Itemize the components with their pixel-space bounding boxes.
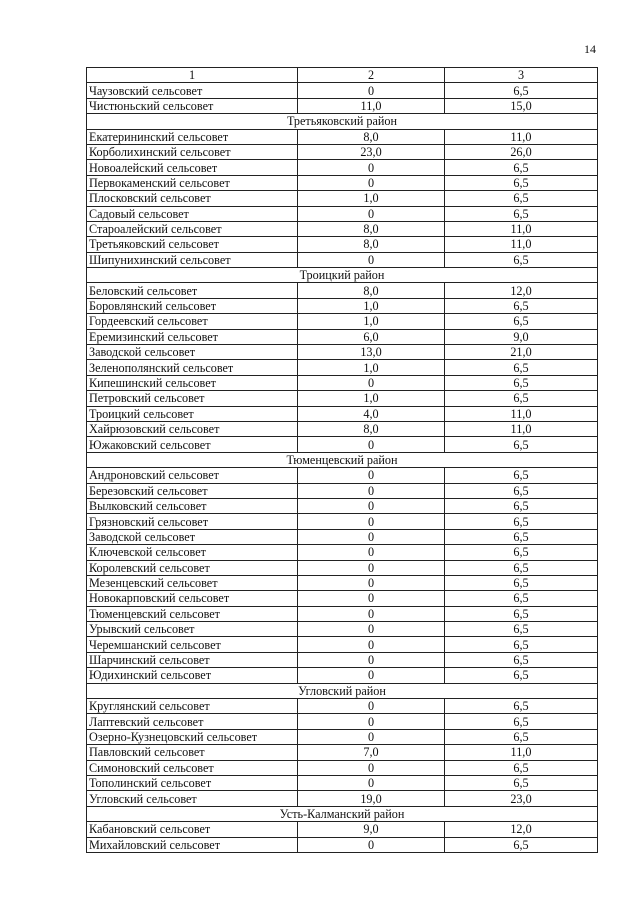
- table-row: [87, 144, 598, 159]
- table-row: [87, 421, 598, 436]
- settlement-name-cell: Юдихинский сельсовет: [87, 668, 298, 683]
- value-col2-cell: 0: [298, 606, 445, 621]
- settlement-name-cell: Хайрюзовский сельсовет: [87, 421, 298, 436]
- district-title: Троицкий район: [87, 268, 598, 283]
- settlement-name-cell: Чаузовский сельсовет: [87, 83, 298, 98]
- value-col2-cell: 1,0: [298, 298, 445, 313]
- table-row: [87, 622, 598, 637]
- settlement-name-cell: Чистюньский сельсовет: [87, 98, 298, 113]
- value-col2-cell: 0: [298, 83, 445, 98]
- settlement-name-cell: Королевский сельсовет: [87, 560, 298, 575]
- table-row: [87, 837, 598, 852]
- settlement-name-cell: Шипунихинский сельсовет: [87, 252, 298, 267]
- table-row: [87, 329, 598, 344]
- settlement-name-cell: Корболихинский сельсовет: [87, 144, 298, 159]
- settlement-name-cell: Павловский сельсовет: [87, 745, 298, 760]
- value-col3-cell: 26,0: [445, 144, 598, 159]
- value-col2-cell: 0: [298, 252, 445, 267]
- table-row: [87, 468, 598, 483]
- value-col2-cell: 6,0: [298, 329, 445, 344]
- settlement-name-cell: Лаптевский сельсовет: [87, 714, 298, 729]
- table-row: [87, 699, 598, 714]
- table-row: [87, 375, 598, 390]
- value-col3-cell: 6,5: [445, 668, 598, 683]
- value-col3-cell: 6,5: [445, 391, 598, 406]
- value-col2-cell: 8,0: [298, 221, 445, 236]
- value-col3-cell: 6,5: [445, 360, 598, 375]
- value-col2-cell: 1,0: [298, 314, 445, 329]
- value-col2-cell: 0: [298, 775, 445, 790]
- value-col3-cell: 6,5: [445, 83, 598, 98]
- value-col2-cell: 8,0: [298, 237, 445, 252]
- settlement-name-cell: Беловский сельсовет: [87, 283, 298, 298]
- value-col3-cell: 6,5: [445, 837, 598, 852]
- value-col3-cell: 6,5: [445, 160, 598, 175]
- table-row: [87, 406, 598, 421]
- value-col3-cell: 23,0: [445, 791, 598, 806]
- value-col3-cell: 11,0: [445, 221, 598, 236]
- value-col3-cell: 6,5: [445, 575, 598, 590]
- section-header-row: [87, 452, 598, 467]
- table-row: [87, 822, 598, 837]
- table-row: [87, 560, 598, 575]
- settlement-name-cell: Екатерининский сельсовет: [87, 129, 298, 144]
- table-row: [87, 745, 598, 760]
- value-col2-cell: 1,0: [298, 191, 445, 206]
- value-col2-cell: 0: [298, 206, 445, 221]
- value-col3-cell: 6,5: [445, 191, 598, 206]
- value-col3-cell: 6,5: [445, 729, 598, 744]
- value-col3-cell: 15,0: [445, 98, 598, 113]
- value-col2-cell: 0: [298, 760, 445, 775]
- settlement-name-cell: Новокарповский сельсовет: [87, 591, 298, 606]
- value-col3-cell: 6,5: [445, 714, 598, 729]
- value-col3-cell: 11,0: [445, 237, 598, 252]
- value-col3-cell: 6,5: [445, 652, 598, 667]
- section-header-row: [87, 268, 598, 283]
- table-row: [87, 760, 598, 775]
- value-col3-cell: 11,0: [445, 129, 598, 144]
- value-col3-cell: 6,5: [445, 498, 598, 513]
- value-col2-cell: 0: [298, 498, 445, 513]
- settlement-name-cell: Зеленополянский сельсовет: [87, 360, 298, 375]
- value-col2-cell: 0: [298, 668, 445, 683]
- table-row: [87, 191, 598, 206]
- section-header-row: [87, 806, 598, 821]
- value-col3-cell: 6,5: [445, 760, 598, 775]
- settlement-name-cell: Плосковский сельсовет: [87, 191, 298, 206]
- value-col2-cell: 8,0: [298, 421, 445, 436]
- table-row: [87, 360, 598, 375]
- value-col3-cell: 6,5: [445, 468, 598, 483]
- settlement-name-cell: Ключевской сельсовет: [87, 545, 298, 560]
- settlement-name-cell: Заводской сельсовет: [87, 345, 298, 360]
- value-col2-cell: 13,0: [298, 345, 445, 360]
- value-col3-cell: 6,5: [445, 175, 598, 190]
- table-row: [87, 575, 598, 590]
- value-col2-cell: 19,0: [298, 791, 445, 806]
- settlement-name-cell: Еремизинский сельсовет: [87, 329, 298, 344]
- value-col2-cell: 0: [298, 729, 445, 744]
- value-col3-cell: 9,0: [445, 329, 598, 344]
- value-col2-cell: 0: [298, 437, 445, 452]
- page-number: 14: [584, 42, 596, 56]
- value-col2-cell: 9,0: [298, 822, 445, 837]
- table-row: [87, 206, 598, 221]
- table-header-row: [87, 68, 598, 83]
- settlement-name-cell: Тюменцевский сельсовет: [87, 606, 298, 621]
- table-row: [87, 314, 598, 329]
- table-row: [87, 483, 598, 498]
- settlement-name-cell: Михайловский сельсовет: [87, 837, 298, 852]
- settlement-name-cell: Кипешинский сельсовет: [87, 375, 298, 390]
- value-col2-cell: 0: [298, 160, 445, 175]
- table-row: [87, 175, 598, 190]
- column-header-1: 1: [87, 68, 298, 83]
- settlement-name-cell: Петровский сельсовет: [87, 391, 298, 406]
- settlement-name-cell: Грязновский сельсовет: [87, 514, 298, 529]
- value-col3-cell: 6,5: [445, 514, 598, 529]
- settlement-name-cell: Круглянский сельсовет: [87, 699, 298, 714]
- settlement-name-cell: Первокаменский сельсовет: [87, 175, 298, 190]
- table-row: [87, 160, 598, 175]
- value-col2-cell: 23,0: [298, 144, 445, 159]
- settlement-name-cell: Шарчинский сельсовет: [87, 652, 298, 667]
- value-col3-cell: 6,5: [445, 252, 598, 267]
- district-title: Тюменцевский район: [87, 452, 598, 467]
- table-row: [87, 529, 598, 544]
- settlement-name-cell: Третьяковский сельсовет: [87, 237, 298, 252]
- value-col3-cell: 11,0: [445, 745, 598, 760]
- value-col2-cell: 0: [298, 175, 445, 190]
- settlement-name-cell: Урывский сельсовет: [87, 622, 298, 637]
- value-col2-cell: 0: [298, 837, 445, 852]
- value-col3-cell: 6,5: [445, 637, 598, 652]
- table-row: [87, 298, 598, 313]
- value-col3-cell: 11,0: [445, 406, 598, 421]
- table-row: [87, 98, 598, 113]
- table-row: [87, 606, 598, 621]
- table-row: [87, 714, 598, 729]
- district-title: Третьяковский район: [87, 114, 598, 129]
- table-row: [87, 437, 598, 452]
- value-col2-cell: 0: [298, 637, 445, 652]
- settlement-name-cell: Вылковский сельсовет: [87, 498, 298, 513]
- section-header-row: [87, 114, 598, 129]
- value-col2-cell: 0: [298, 622, 445, 637]
- district-title: Угловский район: [87, 683, 598, 698]
- value-col3-cell: 6,5: [445, 545, 598, 560]
- table-row: [87, 391, 598, 406]
- value-col2-cell: 0: [298, 529, 445, 544]
- table-row: [87, 514, 598, 529]
- settlement-name-cell: Новоалейский сельсовет: [87, 160, 298, 175]
- table-row: [87, 252, 598, 267]
- value-col3-cell: 6,5: [445, 606, 598, 621]
- value-col2-cell: 0: [298, 483, 445, 498]
- table-row: [87, 498, 598, 513]
- settlement-name-cell: Озерно-Кузнецовский сельсовет: [87, 729, 298, 744]
- settlement-name-cell: Угловский сельсовет: [87, 791, 298, 806]
- value-col2-cell: 0: [298, 560, 445, 575]
- table-row: [87, 791, 598, 806]
- value-col2-cell: 4,0: [298, 406, 445, 421]
- table-body: [87, 83, 598, 853]
- settlement-name-cell: Южаковский сельсовет: [87, 437, 298, 452]
- value-col3-cell: 6,5: [445, 560, 598, 575]
- settlement-name-cell: Симоновский сельсовет: [87, 760, 298, 775]
- value-col2-cell: 0: [298, 652, 445, 667]
- value-col2-cell: 0: [298, 545, 445, 560]
- value-col2-cell: 0: [298, 714, 445, 729]
- table-row: [87, 283, 598, 298]
- table-row: [87, 668, 598, 683]
- table-row: [87, 129, 598, 144]
- section-header-row: [87, 683, 598, 698]
- value-col2-cell: 11,0: [298, 98, 445, 113]
- settlement-name-cell: Андроновский сельсовет: [87, 468, 298, 483]
- column-header-3: 3: [445, 68, 598, 83]
- table-row: [87, 237, 598, 252]
- value-col2-cell: 0: [298, 575, 445, 590]
- district-title: Усть-Калманский район: [87, 806, 598, 821]
- data-table: [86, 67, 598, 853]
- settlement-name-cell: Березовский сельсовет: [87, 483, 298, 498]
- value-col3-cell: 11,0: [445, 421, 598, 436]
- value-col2-cell: 0: [298, 468, 445, 483]
- value-col2-cell: 0: [298, 591, 445, 606]
- value-col3-cell: 6,5: [445, 437, 598, 452]
- value-col2-cell: 1,0: [298, 391, 445, 406]
- value-col3-cell: 6,5: [445, 591, 598, 606]
- value-col2-cell: 0: [298, 699, 445, 714]
- table-row: [87, 729, 598, 744]
- value-col2-cell: 8,0: [298, 129, 445, 144]
- settlement-name-cell: Садовый сельсовет: [87, 206, 298, 221]
- value-col3-cell: 12,0: [445, 283, 598, 298]
- settlement-name-cell: Троицкий сельсовет: [87, 406, 298, 421]
- value-col3-cell: 6,5: [445, 622, 598, 637]
- value-col3-cell: 6,5: [445, 529, 598, 544]
- value-col3-cell: 6,5: [445, 775, 598, 790]
- value-col3-cell: 6,5: [445, 314, 598, 329]
- value-col3-cell: 21,0: [445, 345, 598, 360]
- table-row: [87, 83, 598, 98]
- settlement-name-cell: Боровлянский сельсовет: [87, 298, 298, 313]
- table-row: [87, 221, 598, 236]
- table-row: [87, 652, 598, 667]
- value-col2-cell: 8,0: [298, 283, 445, 298]
- settlement-name-cell: Кабановский сельсовет: [87, 822, 298, 837]
- table-row: [87, 591, 598, 606]
- settlement-name-cell: Заводской сельсовет: [87, 529, 298, 544]
- settlement-name-cell: Черемшанский сельсовет: [87, 637, 298, 652]
- value-col2-cell: 0: [298, 375, 445, 390]
- value-col3-cell: 12,0: [445, 822, 598, 837]
- value-col3-cell: 6,5: [445, 375, 598, 390]
- value-col3-cell: 6,5: [445, 699, 598, 714]
- settlement-name-cell: Мезенцевский сельсовет: [87, 575, 298, 590]
- value-col2-cell: 1,0: [298, 360, 445, 375]
- settlement-name-cell: Староалейский сельсовет: [87, 221, 298, 236]
- value-col2-cell: 7,0: [298, 745, 445, 760]
- value-col3-cell: 6,5: [445, 298, 598, 313]
- table-row: [87, 637, 598, 652]
- table-row: [87, 775, 598, 790]
- value-col2-cell: 0: [298, 514, 445, 529]
- column-header-2: 2: [298, 68, 445, 83]
- settlement-name-cell: Тополинский сельсовет: [87, 775, 298, 790]
- table-row: [87, 545, 598, 560]
- table-row: [87, 345, 598, 360]
- settlement-name-cell: Гордеевский сельсовет: [87, 314, 298, 329]
- value-col3-cell: 6,5: [445, 206, 598, 221]
- value-col3-cell: 6,5: [445, 483, 598, 498]
